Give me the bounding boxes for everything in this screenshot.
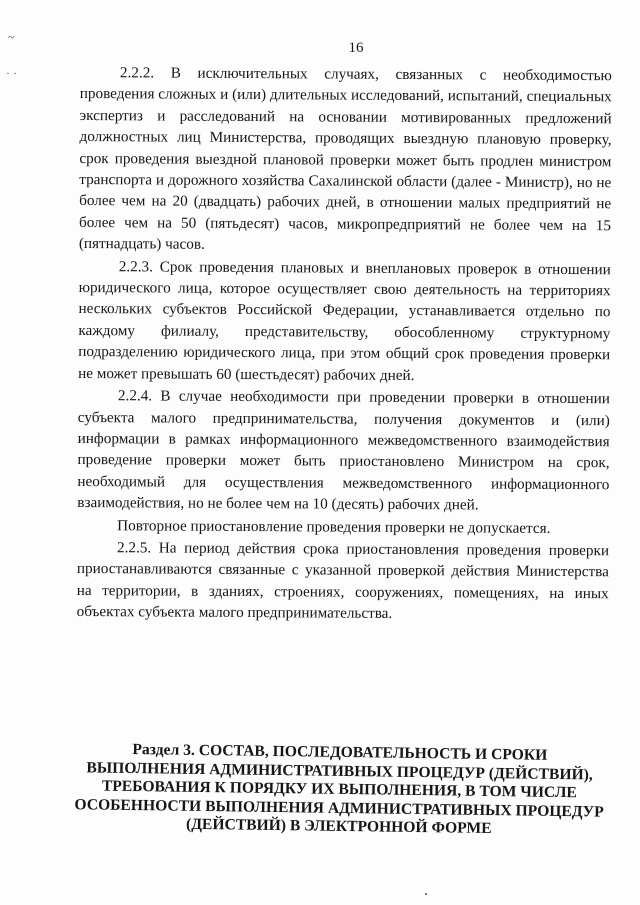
- paragraph-2-2-4: 2.2.4. В случае необходимости при проведении проверки в отношении субъекта малого предпринимательства, получения документов и (или) информации в рамках информационного межведомственного взаимодействия проведение проверки может быть приостановлено Министром на срок, необходимый для осуществления межведомственного информационного взаимодействия, но не более чем на 10 (десять) рабочих дней.: [77, 387, 611, 514]
- paragraph-2-2-3: 2.2.3. Срок проведения плановых и внеплановых проверок в отношении юридического лица, которое осуществляет свою деятельность на территориях нескольких субъектов Российской Федерации, устанавливается отдельно по каждому филиалу, представительству, обособленному структурному подразделению юридического лица, при этом общий срок проведения проверки не может превышать 60 (шестьдесят) рабочих дней.: [78, 257, 611, 384]
- paragraph-2-2-5: 2.2.5. На период действия срока приостановления проведения проверки приостанавливаются связанные с указанной проверкой действия Министерства на территории, в зданиях, строениях, сооружениях, помещениях, на иных объектах субъекта малого предпринимательства.: [76, 539, 610, 623]
- heading-line: (ДЕЙСТВИЙ) В ЭЛЕКТРОННОЙ ФОРМЕ: [185, 815, 492, 838]
- page-number: 16: [348, 40, 364, 56]
- paragraph-repeat-suspension: Повторное приостановление проведения проверки не допускается.: [117, 516, 551, 537]
- section-heading: [59, 740, 620, 840]
- body-text: [77, 62, 612, 626]
- heading-line: ОСОБЕННОСТИ ВЫПОЛНЕНИЯ АДМИНИСТРАТИВНЫХ ПРОЦЕДУР: [74, 795, 604, 821]
- paragraph-2-2-2: 2.2.2. В исключительных случаях, связанных с необходимостью проведения сложных и (или) длительных исследований, испытаний, специальных экспертиз и расследований на основании мотивированных предложений должностных лиц Министерства, проводящих выездную плановую проверку, срок проведения выездной плановой проверки может быть продлен министром транспорта и дорожного хозяйства Сахалинской области (далее - Министр), но не более чем на 20 (двадцать) рабочих дней, в отношении малых предприятий не более чем на 50 (пятьдесят) часов, микропредприятий не более чем на 15 (пятнадцать) часов.: [78, 64, 612, 254]
- scan-mark: · ·: [6, 66, 17, 80]
- heading-line: ТРЕБОВАНИЯ К ПОРЯДКУ ИХ ВЫПОЛНЕНИЯ, В ТОМ ЧИСЛЕ: [101, 777, 577, 802]
- heading-line: Раздел 3. СОСТАВ, ПОСЛЕДОВАТЕЛЬНОСТЬ И СРОКИ: [132, 741, 548, 764]
- scan-mark: ~: [8, 30, 15, 44]
- heading-line: ВЫПОЛНЕНИЯ АДМИНИСТРАТИВНЫХ ПРОЦЕДУР (ДЕЙСТВИЙ),: [86, 758, 593, 783]
- scan-speck: [425, 893, 427, 895]
